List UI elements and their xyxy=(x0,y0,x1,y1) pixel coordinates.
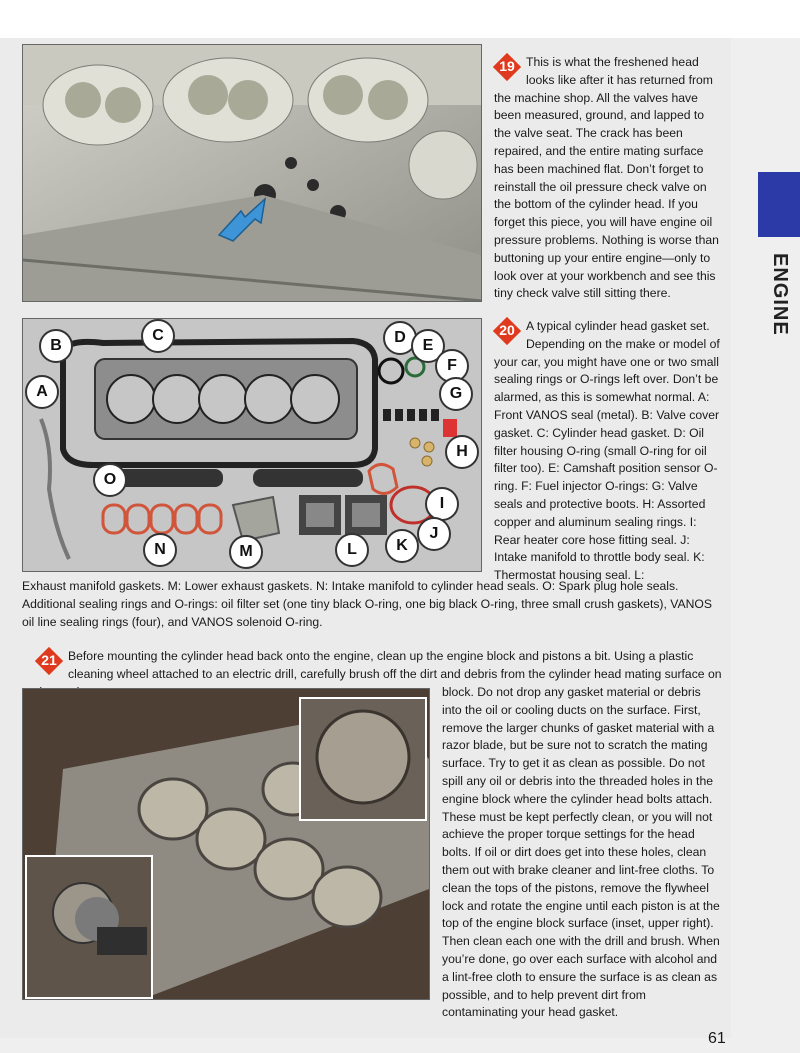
callout-m: M xyxy=(229,535,263,569)
cylinder-head-illustration xyxy=(23,45,481,301)
callout-a: A xyxy=(25,375,59,409)
callout-o: O xyxy=(93,463,127,497)
callout-h: H xyxy=(445,435,479,469)
step-21-text-top: Before mounting the cylinder head back onto the engine, clean up the engine block and pistons a bit. Using a plastic cleaning wheel attached to an electric drill, carefully brush off the dirt and debris from the cylinder head mating surface on xyxy=(68,649,722,681)
callout-k: K xyxy=(385,529,419,563)
callout-i: I xyxy=(425,487,459,521)
step-20-text-full xyxy=(22,578,722,631)
callout-l: L xyxy=(335,533,369,567)
gasket-set-photo xyxy=(22,318,482,572)
inset-drill-brush-photo xyxy=(25,855,153,999)
section-tab xyxy=(758,172,800,237)
callout-e: E xyxy=(411,329,445,363)
step-20-text-continued: Exhaust manifold gaskets. M: Lower exhaust gaskets. N: Intake manifold to cylinder head seals. O: Spark plug hole seals. Additional sealing rings and O-rings: oil filter set (one tiny black O-ring, one big black O-ring, three small crush gaskets), VANOS oil line sealing rings (four), and VANOS solenoid O-ring. xyxy=(22,579,713,629)
engine-block-photo xyxy=(22,688,430,1000)
step-19-number: 19 xyxy=(499,58,515,74)
step-20-badge xyxy=(494,318,520,344)
step-20-text-side: A typical cylinder head gasket set. Depending on the make or model of your car, you might have one or two small sealing rings or O-rings left over. Don’t be alarmed, as this is somewhat normal. A: Front VANOS seal (metal). B: Valve cover gasket. C: Cylinder head gasket. D: Oil filter housing O-ring (small O-ring for oil filter too). E: Camshaft position sensor O-ring. F: Fuel injector O-rings: G: Valve seals and protective boots. H: Assorted copper and aluminum sealing rings. I: Rear heater core hose fitting seal. J: Intake manifold to throttle body seal. K: Thermostat housing seal. L: xyxy=(494,319,720,583)
callout-n: N xyxy=(143,533,177,567)
step-21-number: 21 xyxy=(41,652,57,668)
step-19-text: This is what the freshened head looks like after it has returned from the machine shop. All the valves have been measured, ground, and lapped to the valve seat. The crack has been repaired, and the entire mating surface has been machined flat. Don’t forget to reinstall the oil pressure check valve on the bottom of the cylinder head. If you forget this piece, you will have engine oil pressure problems. Nothing is worse than buttoning up your entire engine—only to look over at your workbench and see this tiny check valve still sitting there. xyxy=(494,55,719,301)
callout-g: G xyxy=(439,377,473,411)
step-19-text-block xyxy=(494,54,722,303)
callout-d: D xyxy=(383,321,417,355)
step-19-badge xyxy=(494,54,520,80)
callout-b: B xyxy=(39,329,73,363)
inset-piston-top-photo xyxy=(299,697,427,821)
page-number: 61 xyxy=(708,1030,726,1047)
step-21-text-side: block. Do not drop any gasket material or debris into the oil or cooling ducts on the surface. First, remove the larger chunks of gasket material with a razor blade, but be sure not to scratch the mating surface. Try to get it as clean as possible. Do not spill any oil or debris into the threaded holes in the engine block where the cylinder head bolts attach. These must be kept perfectly clean, or you will not achieve the proper torque settings for the head bolts. If oil or dirt does get into these holes, clean them out with brake cleaner and lint-free cloths. To clean the tops of the pistons, remove the flywheel lock and rotate the engine until each piston is at the top of the engine block surface (inset, upper right). Then clean each one with the drill and brush. When you’re done, go over each surface with alcohol and a lint-free cloth to ensure the surface is as clean as possible, and to help prevent dirt from contaminating your head gasket. xyxy=(442,685,720,1020)
callout-j: J xyxy=(417,517,451,551)
page-top-margin xyxy=(0,0,800,38)
section-tab-label: ENGINE xyxy=(769,253,791,336)
cylinder-head-photo xyxy=(22,44,482,302)
callout-c: C xyxy=(141,319,175,353)
callout-f: F xyxy=(435,349,469,383)
step-20-number: 20 xyxy=(499,322,515,338)
step-21-text-block-side xyxy=(442,684,722,1022)
step-21-badge xyxy=(36,648,62,674)
step-20-text-block xyxy=(494,318,722,585)
